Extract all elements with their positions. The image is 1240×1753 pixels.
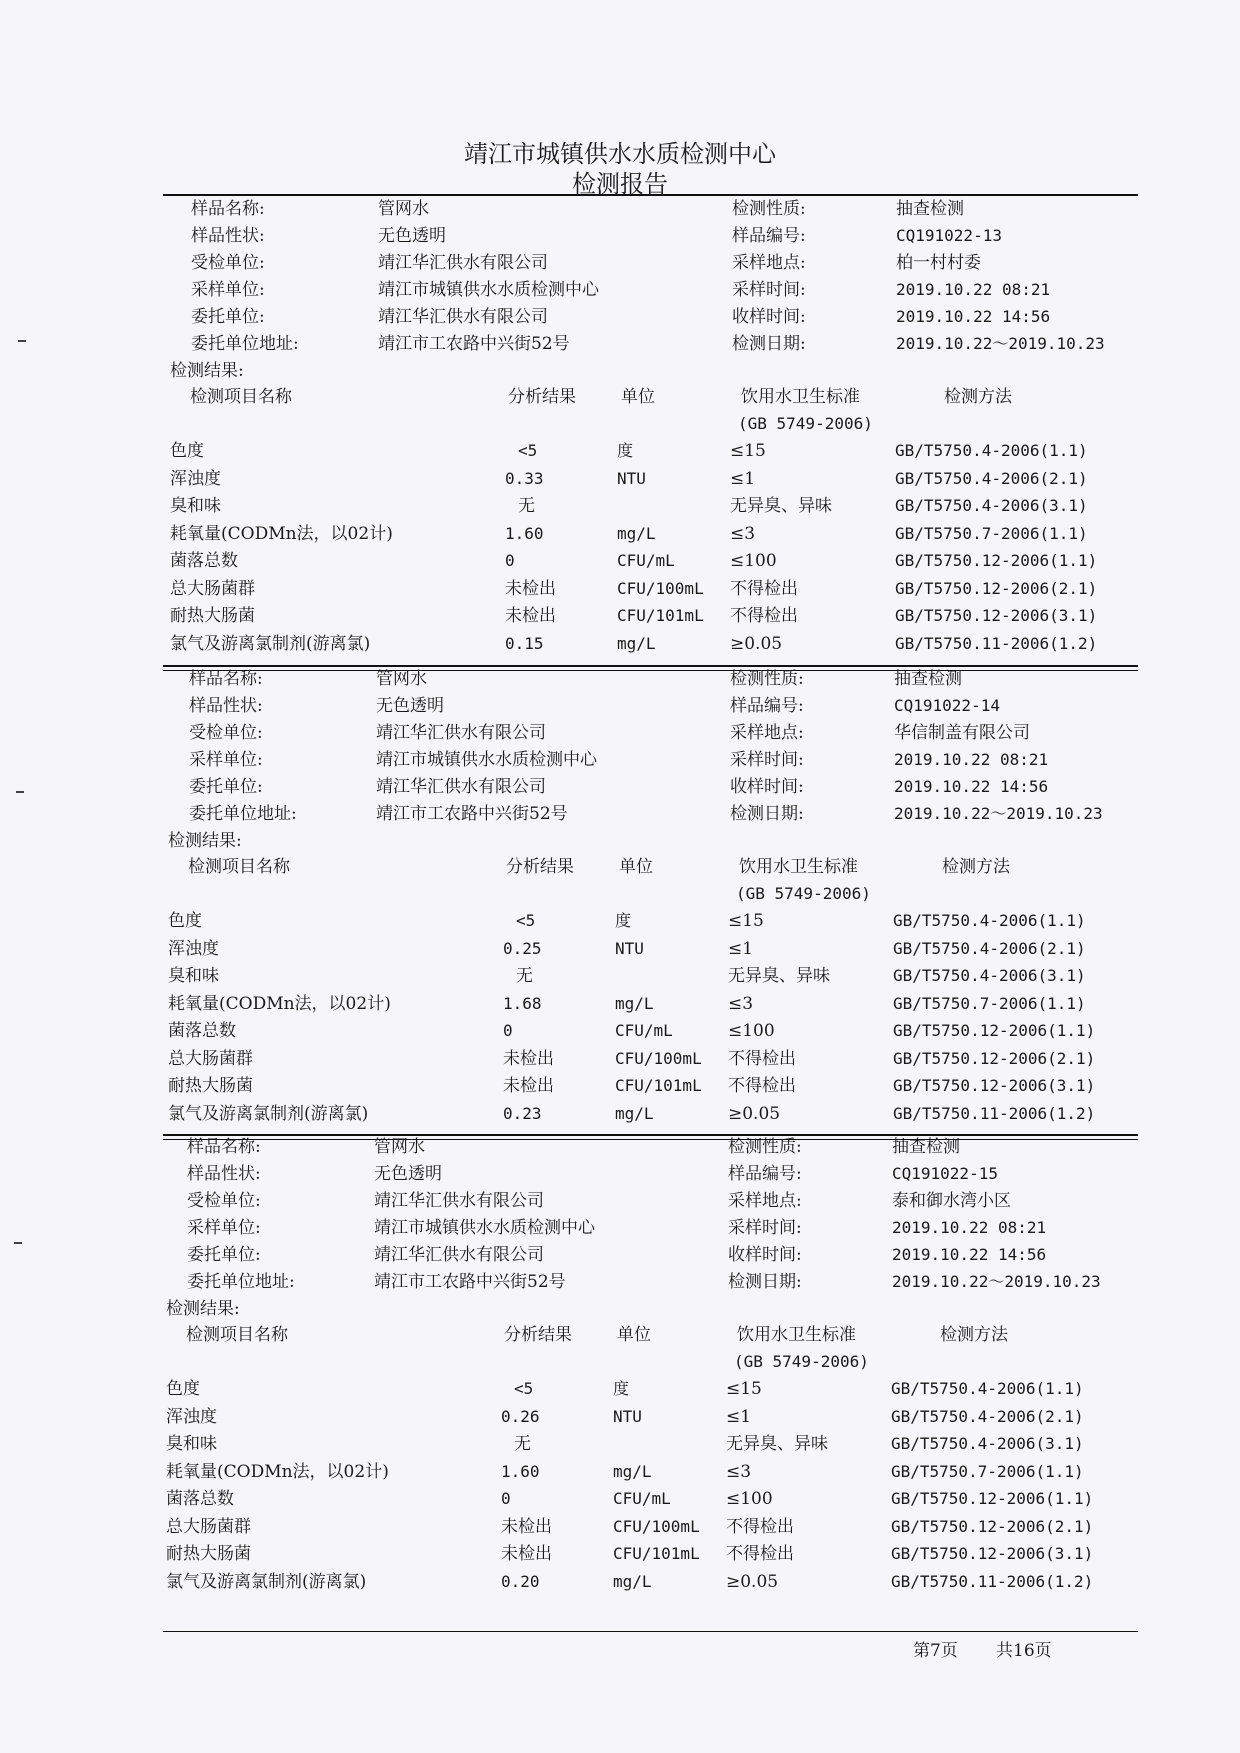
cell-method: GB/T5750.4-2006(1.1) [893,911,1086,930]
field-label: 收样时间: [730,777,804,797]
cell-standard: 不得检出 [730,606,798,626]
cell-item: 总大肠菌群 [170,578,255,599]
field-label: 委托单位: [187,1245,261,1265]
column-header-method: 检测方法 [942,857,1010,877]
cell-method: GB/T5750.4-2006(1.1) [891,1379,1084,1398]
field-label: 收样时间: [728,1245,802,1265]
column-header-standard-code: (GB 5749-2006) [738,414,873,433]
field-value-sample-state: 无色透明 [378,226,446,246]
cell-result: <5 [516,911,536,930]
cell-standard: ≤100 [730,551,777,571]
cell-method: GB/T5750.11-2006(1.2) [893,1103,1096,1123]
field-label: 检测性质: [732,199,806,219]
cell-result: 0.20 [501,1571,540,1591]
field-value-sampling-unit: 靖江市城镇供水水质检测中心 [374,1218,595,1238]
column-header-standard: 饮用水卫生标准 [737,1325,856,1345]
field-value-test-date: 2019.10.22～2019.10.23 [892,1272,1101,1291]
cell-method: GB/T5750.11-2006(1.2) [895,633,1098,653]
cell-item: 耗氧量(CODMn法，以02计) [170,523,393,544]
field-label: 采样时间: [732,280,806,300]
column-header-standard: 饮用水卫生标准 [741,387,860,407]
cell-method: GB/T5750.12-2006(3.1) [893,1076,1096,1095]
cell-item: 浑浊度 [168,938,219,959]
field-value-sample-state: 无色透明 [374,1164,442,1184]
cell-item: 色度 [170,441,204,461]
cell-standard: 不得检出 [728,1048,796,1069]
cell-standard: 无异臭、异味 [730,496,832,516]
column-header-unit: 单位 [617,1325,651,1345]
cell-method: GB/T5750.12-2006(2.1) [893,1048,1096,1068]
field-value-client-address: 靖江市工农路中兴街52号 [378,334,570,354]
cell-result: 未检出 [503,1048,554,1069]
cell-item: 耐热大肠菌 [168,1076,253,1096]
page-number: 第7页 [913,1641,958,1661]
cell-result: 0.15 [505,633,544,653]
cell-unit: CFU/100mL [613,1516,700,1536]
cell-standard: ≥0.05 [726,1571,779,1592]
cell-result: 0.26 [501,1406,540,1426]
field-value-client-unit: 靖江华汇供水有限公司 [378,307,548,327]
section-divider-2 [163,1134,1138,1140]
field-label: 样品编号: [732,226,806,246]
field-label: 受检单位: [191,253,265,273]
field-label: 采样地点: [728,1191,802,1211]
field-value-sampling-unit: 靖江市城镇供水水质检测中心 [376,750,597,770]
field-value-client-unit: 靖江华汇供水有限公司 [376,777,546,797]
field-value-sample-state: 无色透明 [376,696,444,716]
field-label: 委托单位地址: [191,334,299,354]
cell-unit: 度 [617,441,634,460]
field-value-sample-name: 管网水 [376,669,427,689]
column-header-unit: 单位 [619,857,653,877]
field-value-inspected-unit: 靖江华汇供水有限公司 [378,253,548,273]
column-header-result: 分析结果 [504,1325,572,1345]
cell-standard: 不得检出 [726,1544,794,1564]
column-header-item: 检测项目名称 [186,1325,288,1345]
field-value-test-date: 2019.10.22～2019.10.23 [896,334,1105,353]
field-value-test-date: 2019.10.22～2019.10.23 [894,804,1103,823]
field-value-sample-name: 管网水 [378,199,429,219]
cell-standard: ≤1 [730,468,756,489]
cell-standard: ≤15 [726,1379,762,1399]
org-title: 靖江市城镇供水水质检测中心 [464,140,776,168]
field-label: 样品性状: [191,226,265,246]
field-label: 样品名称: [191,199,265,219]
cell-standard: ≥0.05 [728,1103,781,1124]
cell-unit: CFU/mL [615,1021,673,1040]
cell-unit: mg/L [617,633,656,653]
cell-method: GB/T5750.12-2006(3.1) [891,1544,1094,1563]
cell-standard: 不得检出 [730,578,798,599]
cell-standard: 无异臭、异味 [728,966,830,986]
cell-item: 菌落总数 [170,551,238,571]
column-header-result: 分析结果 [506,857,574,877]
field-value-receipt-time: 2019.10.22 14:56 [892,1245,1047,1264]
cell-result: <5 [514,1379,534,1398]
results-heading: 检测结果: [168,831,242,851]
field-label: 受检单位: [189,723,263,743]
cell-method: GB/T5750.12-2006(1.1) [891,1489,1094,1508]
cell-unit: CFU/mL [613,1489,671,1508]
field-value-client-address: 靖江市工农路中兴街52号 [376,804,568,824]
cell-standard: 无异臭、异味 [726,1434,828,1454]
field-value-sample-no: CQ191022-14 [894,696,1000,715]
field-value-test-nature: 抽查检测 [892,1137,960,1157]
cell-result: 0.25 [503,938,542,958]
field-value-sampling-time: 2019.10.22 08:21 [892,1218,1047,1237]
cell-unit: mg/L [615,993,654,1013]
bottom-rule [163,1631,1138,1632]
cell-standard: ≤100 [726,1489,773,1509]
cell-method: GB/T5750.4-2006(2.1) [893,938,1086,958]
column-header-result: 分析结果 [508,387,576,407]
cell-method: GB/T5750.7-2006(1.1) [891,1461,1084,1481]
field-label: 采样时间: [730,750,804,770]
field-value-inspected-unit: 靖江华汇供水有限公司 [374,1191,544,1211]
cell-standard: ≤3 [730,523,756,544]
column-header-method: 检测方法 [940,1325,1008,1345]
cell-method: GB/T5750.7-2006(1.1) [893,993,1086,1013]
field-value-test-nature: 抽查检测 [894,669,962,689]
field-label: 受检单位: [187,1191,261,1211]
cell-standard: ≤1 [726,1406,752,1427]
cell-item: 浑浊度 [166,1406,217,1427]
field-value-client-unit: 靖江华汇供水有限公司 [374,1245,544,1265]
cell-result: 1.60 [501,1461,540,1481]
cell-method: GB/T5750.4-2006(3.1) [895,496,1088,515]
field-label: 检测日期: [728,1272,802,1292]
field-value-test-nature: 抽查检测 [896,199,964,219]
field-label: 收样时间: [732,307,806,327]
cell-standard: ≤3 [726,1461,752,1482]
field-value-sampling-time: 2019.10.22 08:21 [896,280,1051,299]
field-label: 委托单位地址: [189,804,297,824]
cell-method: GB/T5750.4-2006(2.1) [895,468,1088,488]
cell-result: 0 [505,551,515,570]
cell-standard: 不得检出 [726,1516,794,1537]
field-label: 检测性质: [730,669,804,689]
cell-method: GB/T5750.11-2006(1.2) [891,1571,1094,1591]
cell-result: 未检出 [501,1544,552,1564]
cell-item: 菌落总数 [168,1021,236,1041]
cell-standard: ≥0.05 [730,633,783,654]
column-header-unit: 单位 [621,387,655,407]
cell-unit: CFU/101mL [615,1076,702,1095]
cell-unit: NTU [613,1406,642,1426]
field-label: 样品编号: [728,1164,802,1184]
cell-result: 0 [503,1021,513,1040]
report-title: 检测报告 [572,170,668,198]
cell-standard: ≤15 [730,441,766,461]
page-total: 共16页 [996,1641,1052,1661]
cell-result: 1.68 [503,993,542,1013]
section-divider-1 [163,665,1138,671]
results-heading: 检测结果: [170,361,244,381]
field-value-sample-no: CQ191022-13 [896,226,1002,245]
cell-item: 臭和味 [168,966,219,986]
cell-item: 菌落总数 [166,1489,234,1509]
column-header-standard-code: (GB 5749-2006) [736,884,871,903]
cell-method: GB/T5750.12-2006(2.1) [891,1516,1094,1536]
cell-result: 1.60 [505,523,544,543]
field-label: 样品性状: [187,1164,261,1184]
column-header-standard: 饮用水卫生标准 [739,857,858,877]
field-value-inspected-unit: 靖江华汇供水有限公司 [376,723,546,743]
cell-method: GB/T5750.12-2006(1.1) [893,1021,1096,1040]
scan-mark [16,791,24,793]
cell-method: GB/T5750.4-2006(3.1) [891,1434,1084,1453]
scan-mark [14,1242,22,1244]
field-label: 检测性质: [728,1137,802,1157]
cell-item: 色度 [168,911,202,931]
cell-unit: CFU/mL [617,551,675,570]
cell-standard: 不得检出 [728,1076,796,1096]
field-label: 采样单位: [191,280,265,300]
column-header-item: 检测项目名称 [188,857,290,877]
cell-unit: CFU/101mL [617,606,704,625]
field-value-sample-name: 管网水 [374,1137,425,1157]
cell-method: GB/T5750.12-2006(3.1) [895,606,1098,625]
field-label: 采样单位: [189,750,263,770]
cell-standard: ≤100 [728,1021,775,1041]
field-value-receipt-time: 2019.10.22 14:56 [894,777,1049,796]
cell-item: 浑浊度 [170,468,221,489]
scan-mark [18,340,26,342]
field-label: 委托单位: [189,777,263,797]
field-label: 样品名称: [187,1137,261,1157]
field-label: 采样时间: [728,1218,802,1238]
cell-result: 0.23 [503,1103,542,1123]
field-label: 采样地点: [730,723,804,743]
results-heading: 检测结果: [166,1299,240,1319]
cell-method: GB/T5750.12-2006(2.1) [895,578,1098,598]
field-label: 检测日期: [730,804,804,824]
cell-item: 臭和味 [170,496,221,516]
cell-result: 未检出 [503,1076,554,1096]
column-header-method: 检测方法 [944,387,1012,407]
cell-method: GB/T5750.4-2006(1.1) [895,441,1088,460]
cell-item: 总大肠菌群 [166,1516,251,1537]
cell-method: GB/T5750.4-2006(3.1) [893,966,1086,985]
cell-item: 耗氧量(CODMn法，以02计) [166,1461,389,1482]
column-header-standard-code: (GB 5749-2006) [734,1352,869,1371]
cell-unit: 度 [613,1379,630,1398]
cell-item: 耗氧量(CODMn法，以02计) [168,993,391,1014]
field-value-sampling-site: 柏一村村委 [896,253,981,273]
cell-method: GB/T5750.12-2006(1.1) [895,551,1098,570]
cell-item: 耐热大肠菌 [166,1544,251,1564]
field-value-receipt-time: 2019.10.22 14:56 [896,307,1051,326]
cell-result: 未检出 [505,606,556,626]
field-value-sampling-time: 2019.10.22 08:21 [894,750,1049,769]
cell-unit: CFU/100mL [617,578,704,598]
field-value-sampling-site: 华信制盖有限公司 [894,723,1030,743]
field-label: 检测日期: [732,334,806,354]
cell-item: 耐热大肠菌 [170,606,255,626]
field-label: 样品名称: [189,669,263,689]
field-label: 采样地点: [732,253,806,273]
field-label: 委托单位: [191,307,265,327]
field-label: 样品性状: [189,696,263,716]
cell-method: GB/T5750.7-2006(1.1) [895,523,1088,543]
cell-item: 臭和味 [166,1434,217,1454]
cell-item: 总大肠菌群 [168,1048,253,1069]
cell-result: 无 [516,966,533,986]
cell-unit: NTU [617,468,646,488]
field-label: 委托单位地址: [187,1272,295,1292]
cell-unit: mg/L [617,523,656,543]
cell-unit: mg/L [613,1461,652,1481]
field-value-sampling-unit: 靖江市城镇供水水质检测中心 [378,280,599,300]
cell-item: 氯气及游离氯制剂(游离氯) [166,1571,367,1592]
column-header-item: 检测项目名称 [190,387,292,407]
cell-unit: NTU [615,938,644,958]
field-value-sampling-site: 泰和御水湾小区 [892,1191,1011,1211]
field-label: 样品编号: [730,696,804,716]
cell-method: GB/T5750.4-2006(2.1) [891,1406,1084,1426]
cell-standard: ≤3 [728,993,754,1014]
field-label: 采样单位: [187,1218,261,1238]
cell-result: 无 [518,496,535,516]
cell-result: 未检出 [505,578,556,599]
cell-unit: CFU/101mL [613,1544,700,1563]
cell-standard: ≤15 [728,911,764,931]
cell-unit: mg/L [615,1103,654,1123]
cell-result: 无 [514,1434,531,1454]
cell-unit: 度 [615,911,632,930]
cell-result: 未检出 [501,1516,552,1537]
field-value-sample-no: CQ191022-15 [892,1164,998,1183]
cell-item: 氯气及游离氯制剂(游离氯) [168,1103,369,1124]
cell-unit: CFU/100mL [615,1048,702,1068]
cell-standard: ≤1 [728,938,754,959]
cell-unit: mg/L [613,1571,652,1591]
cell-item: 氯气及游离氯制剂(游离氯) [170,633,371,654]
cell-result: 0 [501,1489,511,1508]
cell-item: 色度 [166,1379,200,1399]
cell-result: <5 [518,441,538,460]
field-value-client-address: 靖江市工农路中兴街52号 [374,1272,566,1292]
cell-result: 0.33 [505,468,544,488]
